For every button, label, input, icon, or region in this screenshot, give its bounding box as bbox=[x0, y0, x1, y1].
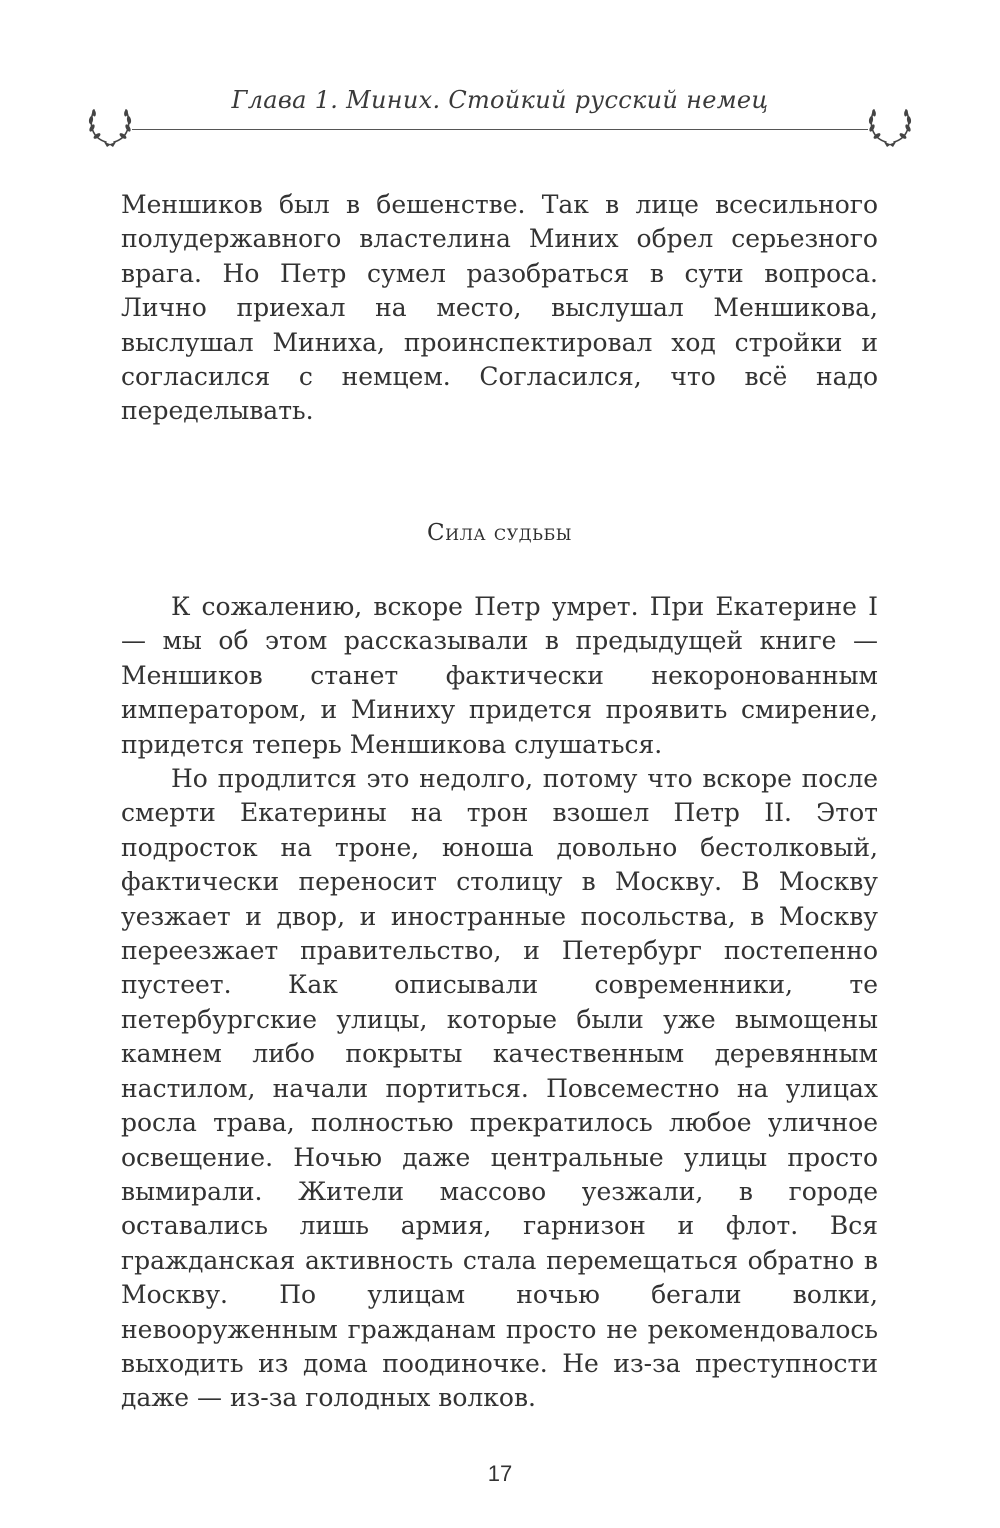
paragraph: К сожалению, вскоре Петр умрет. При Екатерине I — мы об этом рассказывали в предыдущей книге — Меншиков станет фактически некоронованным императором, и Миниху придется проявить смирение, придется теперь Меншикова слушаться. bbox=[121, 592, 878, 759]
header-rule bbox=[132, 129, 868, 130]
running-title: Глава 1. Миних. Стойкий русский немец bbox=[231, 86, 769, 114]
laurel-wreath-icon bbox=[864, 98, 916, 150]
page-number: 17 bbox=[487, 1461, 513, 1486]
running-header bbox=[84, 86, 916, 166]
continued-paragraph-block bbox=[121, 188, 878, 429]
paragraph: Меншиков был в бешенстве. Так в лице всесильного полудержавного властелина Миних обрел серьезного врага. Но Петр сумел разобраться в сути вопроса. Лично приехал на место, выслушал Меншикова, выслушал Миниха, проинспектировал ход стройки и согласился с немцем. Согласился, что всё надо переделывать. bbox=[121, 190, 878, 426]
section-heading: Сила судьбы bbox=[427, 520, 572, 546]
section-body bbox=[121, 590, 878, 1416]
paragraph: Но продлится это недолго, потому что вскоре после смерти Екатерины на трон взошел Петр II. Этот подросток на троне, юноша довольно бестолковый, фактически переносит столицу в Москву. В Москву уезжает и двор, и иностранные посольства, в Москву переезжает правительство, и Петербург постепенно пустеет. Как описывали современники, те петербургские улицы, которые были уже вымощены камнем либо покрыты качественным деревянным настилом, начали портиться. Повсеместно на улицах росла трава, полностью прекратилось любое уличное освещение. Ночью даже центральные улицы просто вымирали. Жители массово уезжали, в городе оставались лишь армия, гарнизон и флот. Вся гражданская активность стала перемещаться обратно в Москву. По улицам ночью бегали волки, невооруженным гражданам просто не рекомендовалось выходить из дома поодиночке. Не из-за преступности даже — из-за голодных волков. bbox=[121, 764, 878, 1413]
